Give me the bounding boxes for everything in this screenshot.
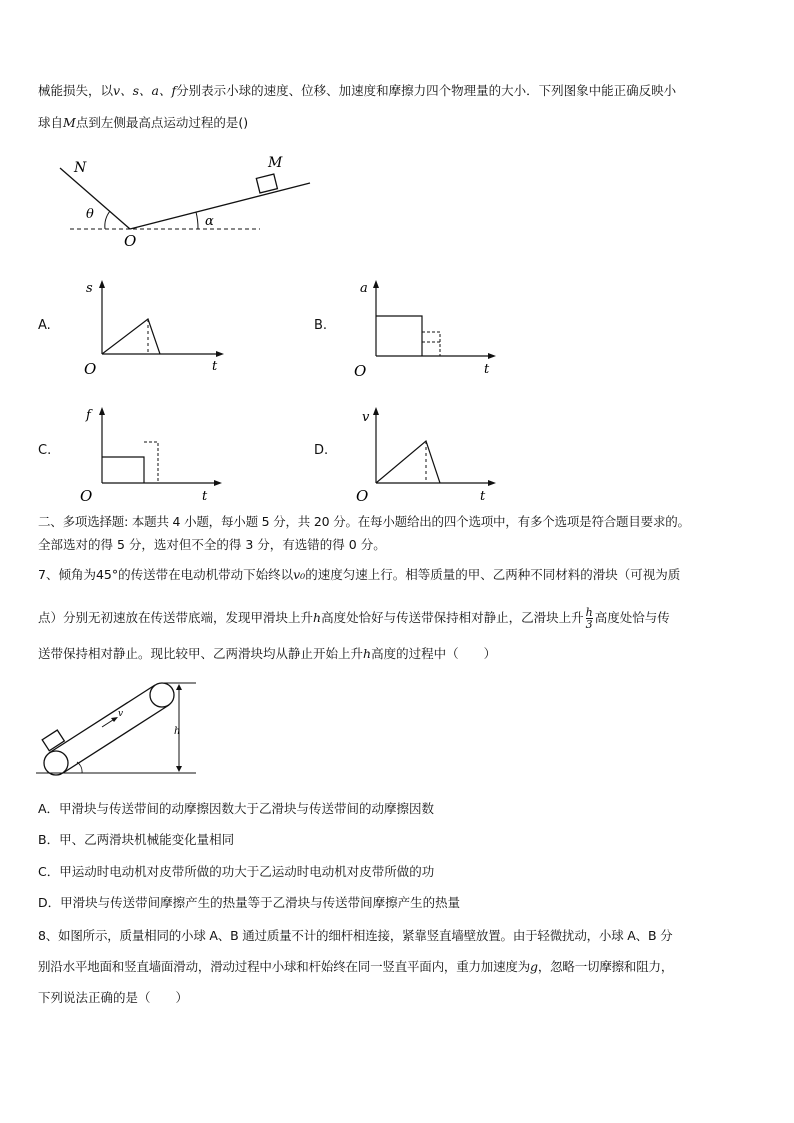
axis-label-x: t — [484, 362, 490, 377]
axis-label-y: f — [86, 408, 91, 423]
frac-den: 3 — [585, 618, 593, 631]
q6-option-C-graph[interactable] — [80, 405, 230, 505]
origin-label: O — [80, 487, 93, 505]
q7-option-D[interactable]: D．甲滑块与传送带间摩擦产生的热量等于乙滑块与传送带间摩擦产生的热量 — [38, 895, 461, 910]
axis-label-y: s — [86, 281, 93, 296]
axis-label-y: a — [360, 281, 368, 296]
q7-text: 高度处恰好与传送带保持相对静止，乙滑块上升 — [321, 610, 584, 625]
q7-var-h: h — [313, 610, 322, 625]
label-v: v — [118, 709, 124, 719]
q6-option-B-label[interactable]: B. — [314, 318, 328, 333]
q6-option-C-label[interactable]: C. — [38, 443, 52, 458]
q7-option-C[interactable]: C．甲运动时电动机对皮带所做的功大于乙运动时电动机对皮带所做的功 — [38, 864, 435, 879]
q7-var-h: h — [363, 646, 372, 661]
q8-line-3: 下列说法正确的是（ ） — [38, 990, 189, 1005]
q7-text: 高度的过程中（ ） — [371, 646, 497, 661]
q6-vars: v、s、a、f — [113, 83, 177, 98]
label-N: N — [74, 160, 87, 176]
axis-label-y: v — [362, 410, 370, 425]
q7-fraction — [586, 607, 593, 630]
label-theta: θ — [86, 207, 94, 222]
q6-line-1 — [38, 82, 758, 100]
label-O: O — [124, 232, 137, 248]
q6-text: 球自 — [38, 115, 64, 130]
q6-incline-figure — [48, 148, 318, 248]
q7-line-1 — [38, 566, 758, 584]
q7-text: 高度处恰与传 — [594, 610, 670, 625]
q6-option-A-graph[interactable] — [80, 278, 230, 378]
q7-option-B[interactable]: B．甲、乙两滑块机械能变化量相同 — [38, 832, 235, 847]
axis-label-x: t — [212, 359, 218, 374]
origin-label: O — [84, 360, 97, 378]
q8-line-2 — [38, 958, 758, 976]
axis-label-x: t — [480, 489, 486, 504]
origin-label: O — [354, 362, 367, 378]
origin-label: O — [356, 487, 369, 505]
q7-text: 送带保持相对静止。现比较甲、乙两滑块均从静止开始上升 — [38, 646, 364, 661]
section2-line-1: 二、多项选择题: 本题共 4 小题，每小题 5 分，共 20 分。在每小题给出的四个选项中，有多个选项是符合题目要求的。 — [38, 514, 690, 529]
q7-text: 的速度匀速上行。相等质量的甲、乙两种不同材料的滑块（可视为质 — [305, 567, 681, 582]
label-M: M — [268, 155, 283, 171]
q7-text: 7、倾角为45°的传送带在电动机带动下始终以 — [38, 567, 294, 582]
q7-var-v0: v₀ — [293, 567, 306, 582]
label-alpha: α — [205, 214, 214, 229]
q6-option-D-label[interactable]: D. — [314, 443, 329, 458]
axis-label-x: t — [202, 489, 208, 504]
q7-option-A[interactable]: A．甲滑块与传送带间的动摩擦因数大于乙滑块与传送带间的动摩擦因数 — [38, 801, 435, 816]
q8-line-1: 8、如图所示，质量相同的小球 A、B 通过质量不计的细杆相连接，紧靠竖直墙壁放置。由于轻微扰动，小球 A、B 分 — [38, 928, 673, 943]
q7-line-2 — [38, 607, 758, 630]
q6-line-2 — [38, 114, 758, 132]
q7-conveyor-figure — [36, 676, 206, 780]
q8-text: 别沿水平地面和竖直墙面滑动，滑动过程中小球和杆始终在同一竖直平面内，重力加速度为 — [38, 959, 531, 974]
q8-var-g: g — [530, 959, 538, 974]
label-h: h — [174, 726, 181, 737]
q6-var-M: M — [63, 115, 76, 130]
frac-num: h — [585, 606, 593, 619]
q7-line-3 — [38, 645, 758, 663]
q7-text: 点）分别无初速放在传送带底端，发现甲滑块上升 — [38, 610, 314, 625]
q6-option-D-graph[interactable] — [354, 405, 504, 505]
q6-option-A-label[interactable]: A. — [38, 318, 51, 333]
q6-option-B-graph[interactable] — [354, 278, 504, 378]
q8-text: ，忽略一切摩擦和阻力， — [537, 959, 674, 974]
q6-text: 械能损失，以 — [38, 83, 114, 98]
q6-text: 点到左侧最高点运动过程的是() — [75, 115, 249, 130]
q6-text: 分别表示小球的速度、位移、加速度和摩擦力四个物理量的大小．下列图象中能正确反映小 — [176, 83, 677, 98]
section2-line-2: 全部选对的得 5 分，选对但不全的得 3 分，有选错的得 0 分。 — [38, 537, 386, 552]
